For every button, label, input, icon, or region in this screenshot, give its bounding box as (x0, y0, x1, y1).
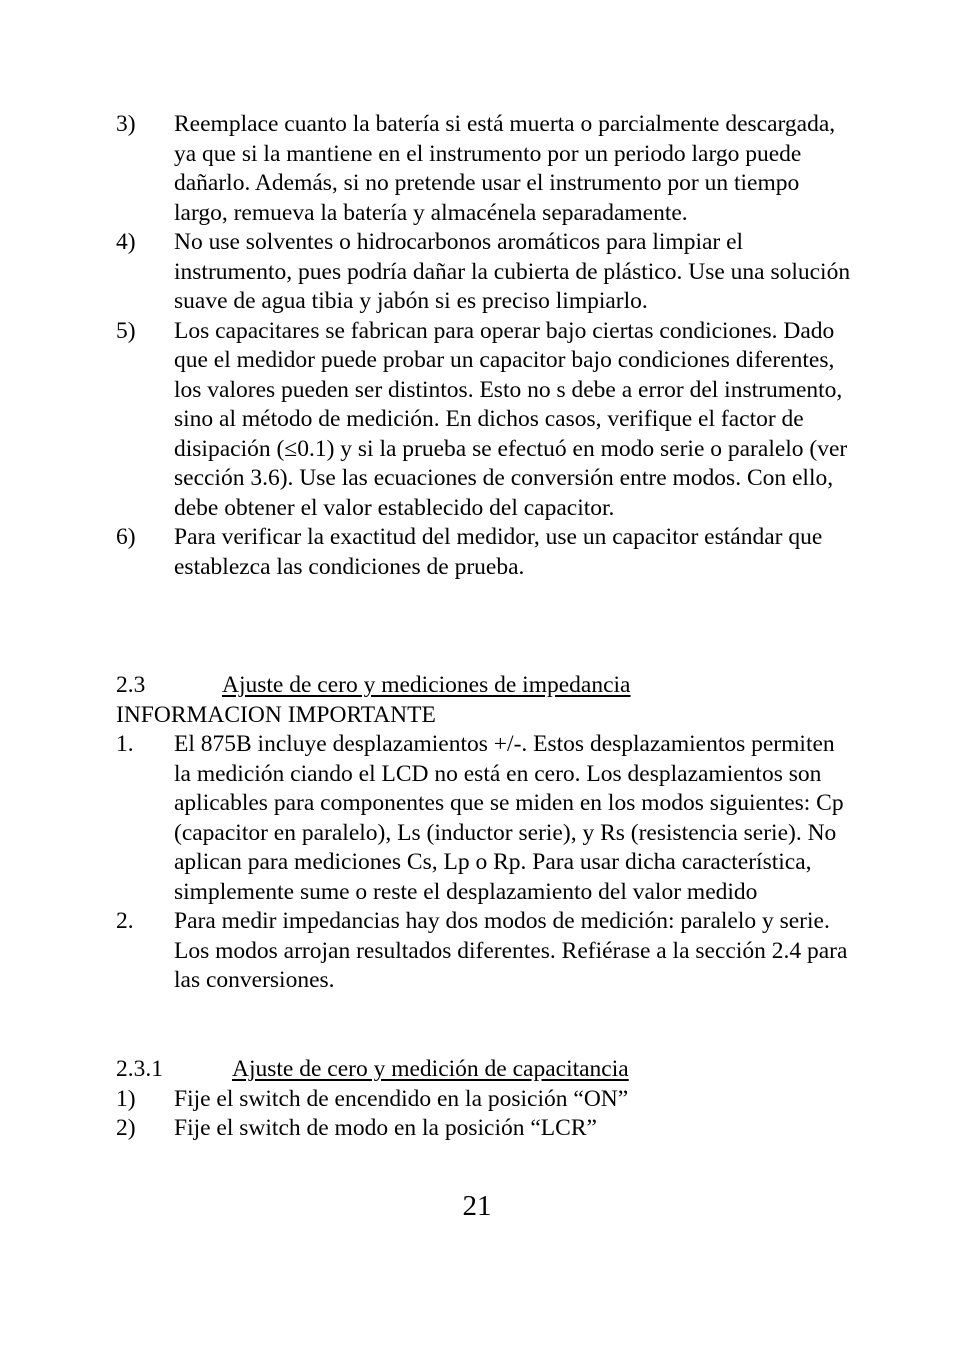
list-item-number: 4) (116, 229, 136, 255)
list-item-number: 5) (116, 317, 136, 344)
list-item-text: Los capacitares se fabrican para operar bajo ciertas condiciones. Dado que el medidor puede probar un capacitor bajo condiciones diferentes, los valores pueden ser distintos. Esto no s debe a error del instrumento, sino al método de medición. En dichos casos, verifique el factor de disipación (≤0.1) y si la prueba se efectuó en modo serie o paralelo (ver sección 3.6). Use las ecuaciones de conversión entre modos. Con ello, debe obtener el valor establecido del capacitor. (174, 317, 848, 521)
list-item-number: 3) (116, 111, 136, 137)
list-item-text: Para verificar la exactitud del medidor, use un capacitor estándar que establezca las condiciones de prueba. (174, 524, 823, 580)
list-item-number: 2. (116, 908, 134, 934)
list-item (116, 228, 856, 317)
list-item (116, 1085, 856, 1115)
section-number: 2.3.1 (116, 1056, 163, 1082)
maintenance-list (116, 110, 856, 582)
section-2-3 (116, 671, 856, 996)
list-item-text: El 875B incluye desplazamientos +/-. Estos desplazamientos permiten la medición ciando el LCD no está en cero. Los desplazamientos son aplicables para componentes que se miden en los modos siguientes: Cp (capacitor en paralelo), Ls (inductor serie), y Rs (resistencia serie). No aplican para mediciones Cs, Lp o Rp. Para usar dicha característica, simplemente sume o reste el desplazamiento del valor medido (174, 731, 844, 905)
section-heading (116, 671, 856, 701)
list-item-text: Fije el switch de modo en la posición “LCR” (174, 1115, 597, 1141)
section-number: 2.3 (116, 672, 146, 698)
list-item (116, 317, 856, 524)
page-number: 21 (462, 1190, 492, 1222)
section-2-3-1 (116, 1055, 856, 1144)
list-item (116, 907, 856, 996)
list-item-number: 2) (116, 1115, 136, 1141)
list-item-number: 1) (116, 1085, 136, 1112)
important-info-heading: INFORMACION IMPORTANTE (116, 701, 436, 728)
section-title: Ajuste de cero y mediciones de impedancia (222, 672, 631, 698)
list-item (116, 730, 856, 907)
list-item-text: No use solventes o hidrocarbonos aromáticos para limpiar el instrumento, pues podría dañar la cubierta de plástico. Use una solución suave de agua tibia y jabón si es preciso limpiarlo. (174, 229, 851, 314)
list-item-number: 6) (116, 524, 136, 550)
section-title: Ajuste de cero y medición de capacitancia (232, 1056, 629, 1082)
list-item-text: Para medir impedancias hay dos modos de medición: paralelo y serie. Los modos arrojan resultados diferentes. Refiérase a la sección 2.4 para las conversiones. (174, 908, 848, 993)
list-item (116, 1114, 856, 1144)
section-heading (116, 1055, 856, 1085)
list-item-text: Reemplace cuanto la batería si está muerta o parcialmente descargada, ya que si la mantiene en el instrumento por un periodo largo puede dañarlo. Además, si no pretende usar el instrumento por un tiempo largo, remueva la batería y almacénela separadamente. (174, 111, 836, 226)
list-item-number: 1. (116, 731, 134, 757)
list-item (116, 110, 856, 228)
list-item (116, 523, 856, 582)
list-item-text: Fije el switch de encendido en la posición “ON” (174, 1085, 629, 1112)
